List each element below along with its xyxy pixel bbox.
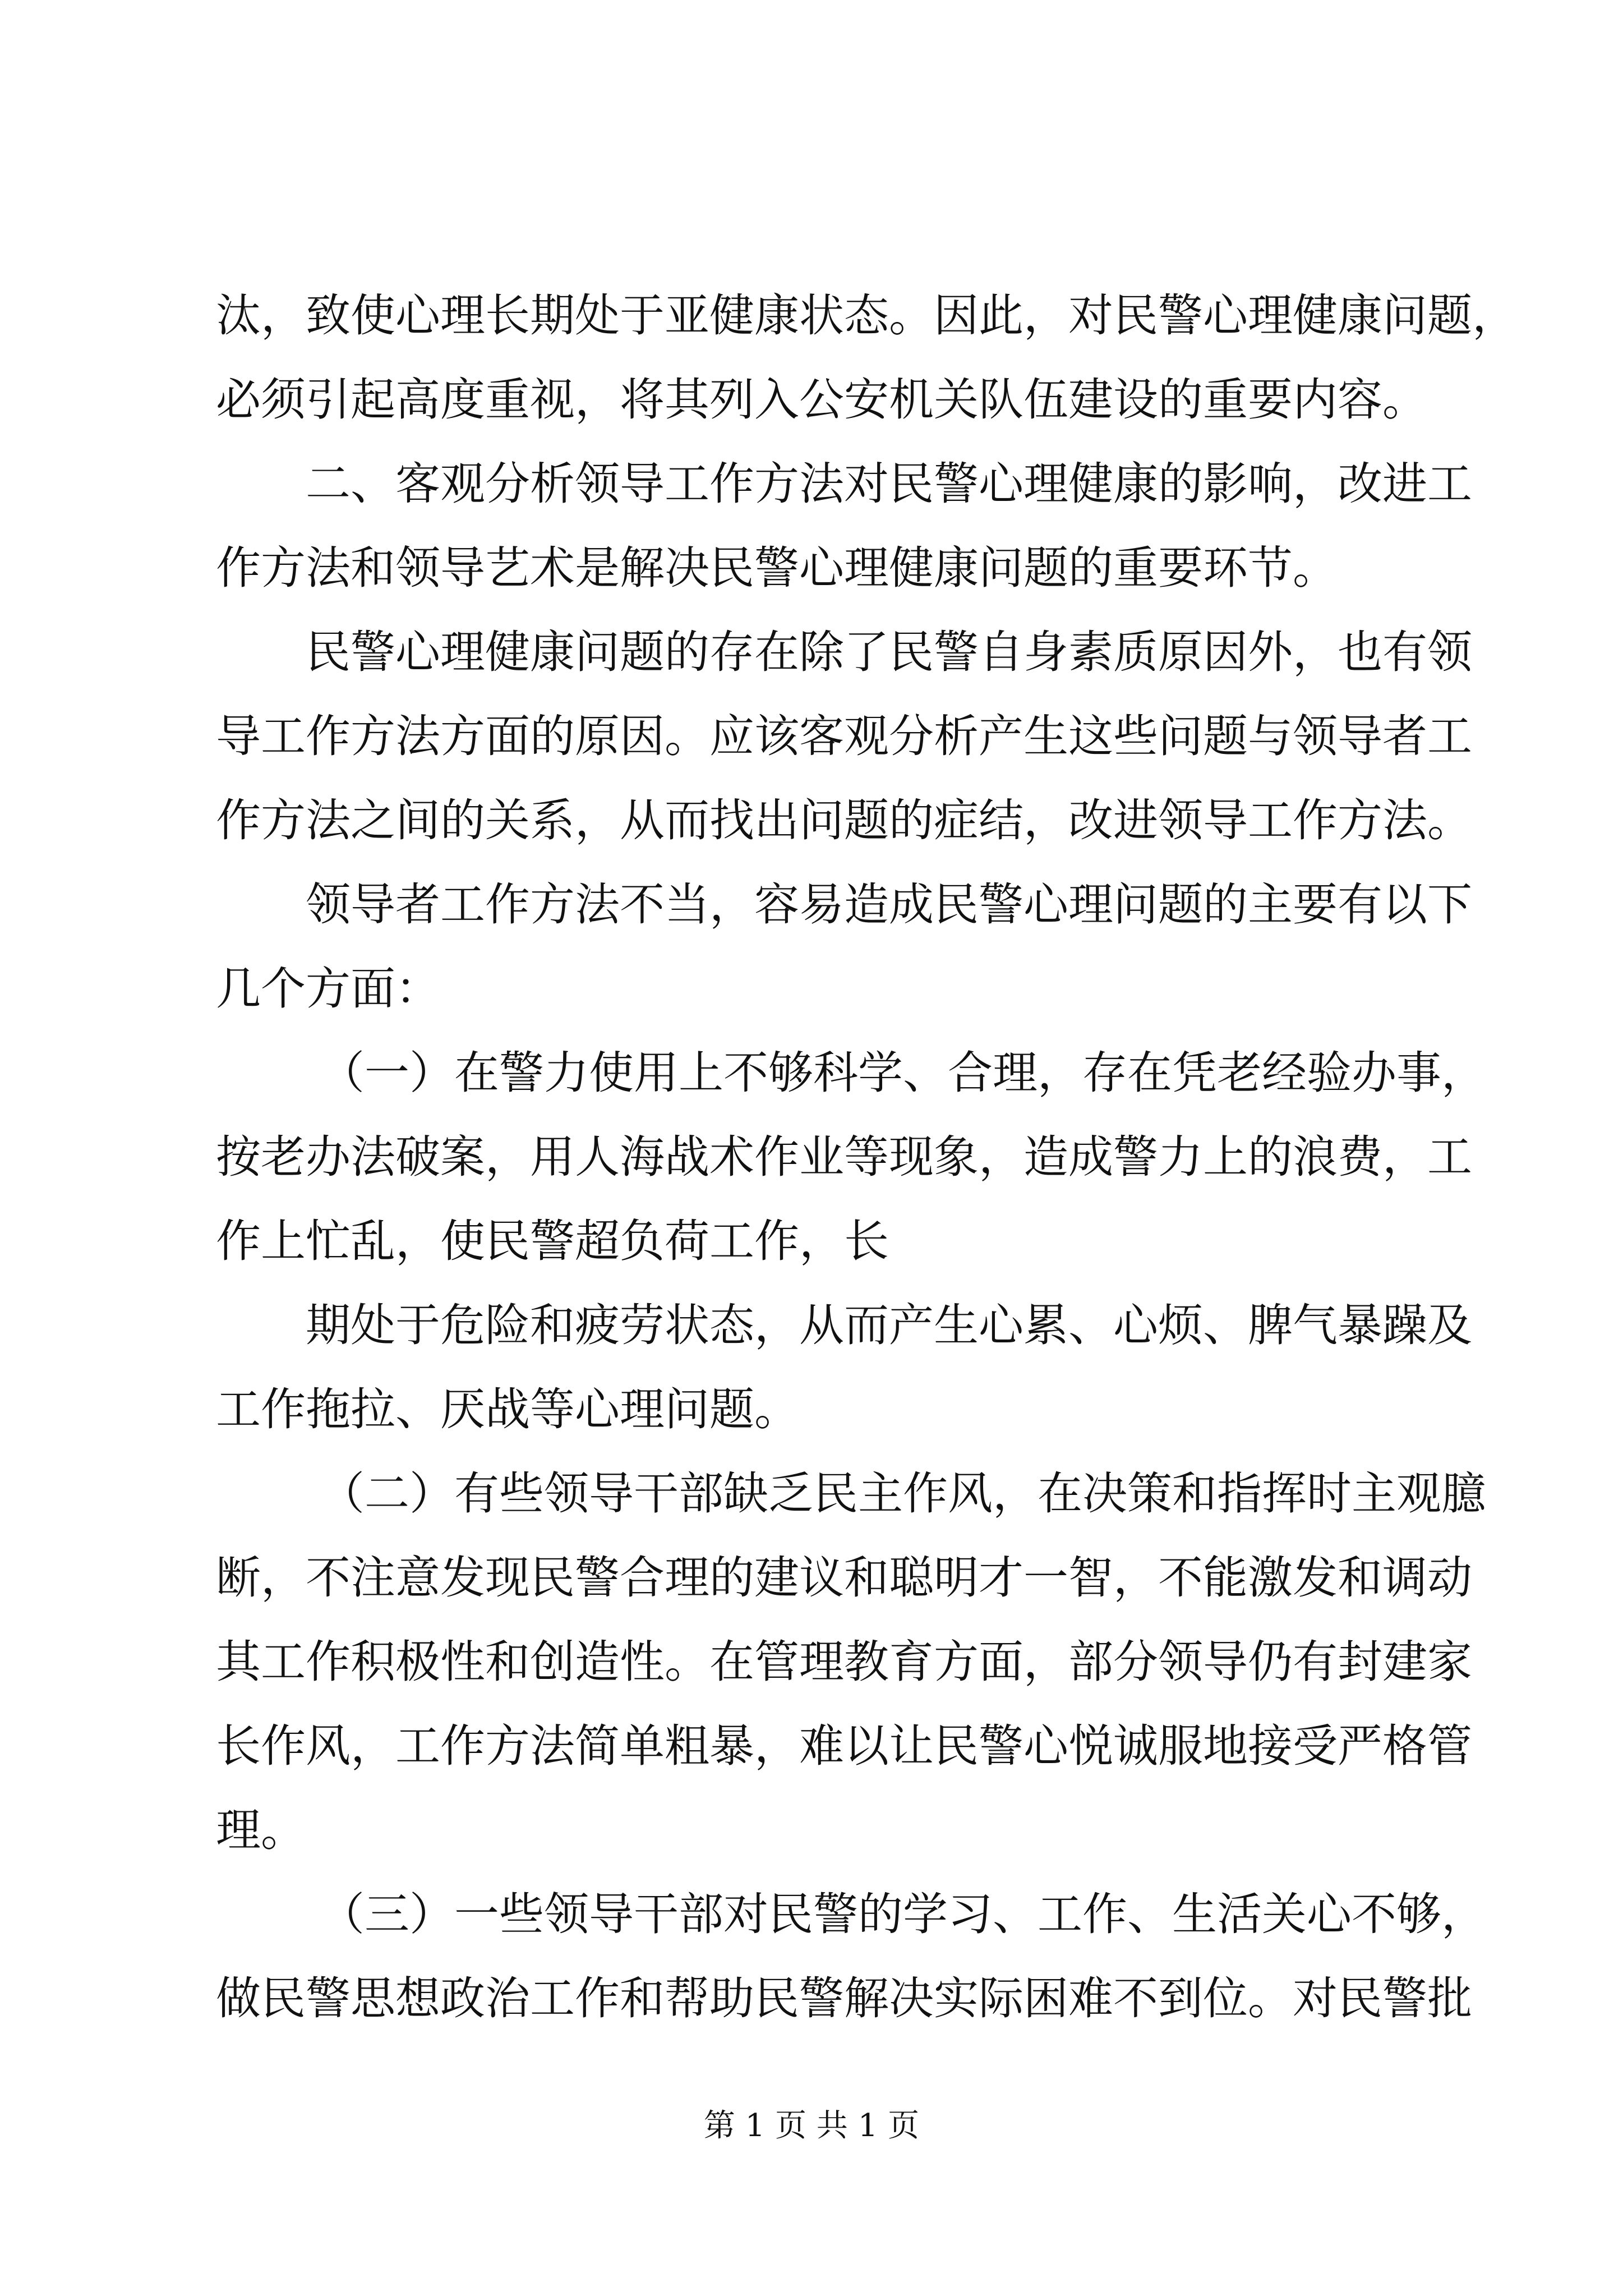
list-item: （一）在警力使用上不够科学、合理，存在凭老经验办事， bbox=[320, 1047, 1486, 1099]
text-line: 期处于危险和疲劳状态，从而产生心累、心烦、脾气暴躁及 bbox=[306, 1299, 1472, 1351]
text-line: 领导者工作方法不当，容易造成民警心理问题的主要有以下 bbox=[306, 878, 1472, 931]
text-line: 按老办法破案，用人海战术作业等现象，造成警力上的浪费，工 bbox=[216, 1131, 1472, 1183]
list-item: （二）有些领导干部缺乏民主作风，在决策和指挥时主观臆 bbox=[320, 1467, 1486, 1520]
text-line: 断，不注意发现民警合理的建议和聪明才一智，不能激发和调动 bbox=[216, 1552, 1472, 1604]
text-line: 民警心理健康问题的存在除了民警自身素质原因外，也有领 bbox=[306, 626, 1472, 678]
list-item: （三）一些领导干部对民警的学习、工作、生活关心不够， bbox=[320, 1888, 1486, 1940]
text-line: 工作拖拉、厌战等心理问题。 bbox=[216, 1383, 799, 1435]
text-line: 汰，致使心理长期处于亚健康状态。因此，对民警心理健康问题， bbox=[216, 289, 1517, 342]
text-line: 几个方面： bbox=[216, 963, 440, 1015]
document-body bbox=[216, 274, 1517, 2041]
section-heading: 二、客观分析领导工作方法对民警心理健康的影响，改进工 bbox=[306, 458, 1472, 510]
text-line: 必须引起高度重视，将其列入公安机关队伍建设的重要内容。 bbox=[216, 374, 1427, 426]
section-heading: 作方法和领导艺术是解决民警心理健康问题的重要环节。 bbox=[216, 542, 1338, 594]
text-line: 其工作积极性和创造性。在管理教育方面，部分领导仍有封建家 bbox=[216, 1636, 1472, 1688]
text-line: 理。 bbox=[216, 1804, 306, 1856]
text-line: 作上忙乱，使民警超负荷工作，长 bbox=[216, 1215, 889, 1267]
page-footer: 第 1 页 共 1 页 bbox=[703, 2108, 920, 2144]
text-line: 作方法之间的关系，从而找出问题的症结，改进领导工作方法。 bbox=[216, 794, 1472, 846]
text-line: 导工作方法方面的原因。应该客观分析产生这些问题与领导者工 bbox=[216, 710, 1472, 762]
text-line: 长作风，工作方法简单粗暴，难以让民警心悦诚服地接受严格管 bbox=[216, 1720, 1472, 1772]
text-line: 做民警思想政治工作和帮助民警解决实际困难不到位。对民警批 bbox=[216, 1972, 1472, 2024]
